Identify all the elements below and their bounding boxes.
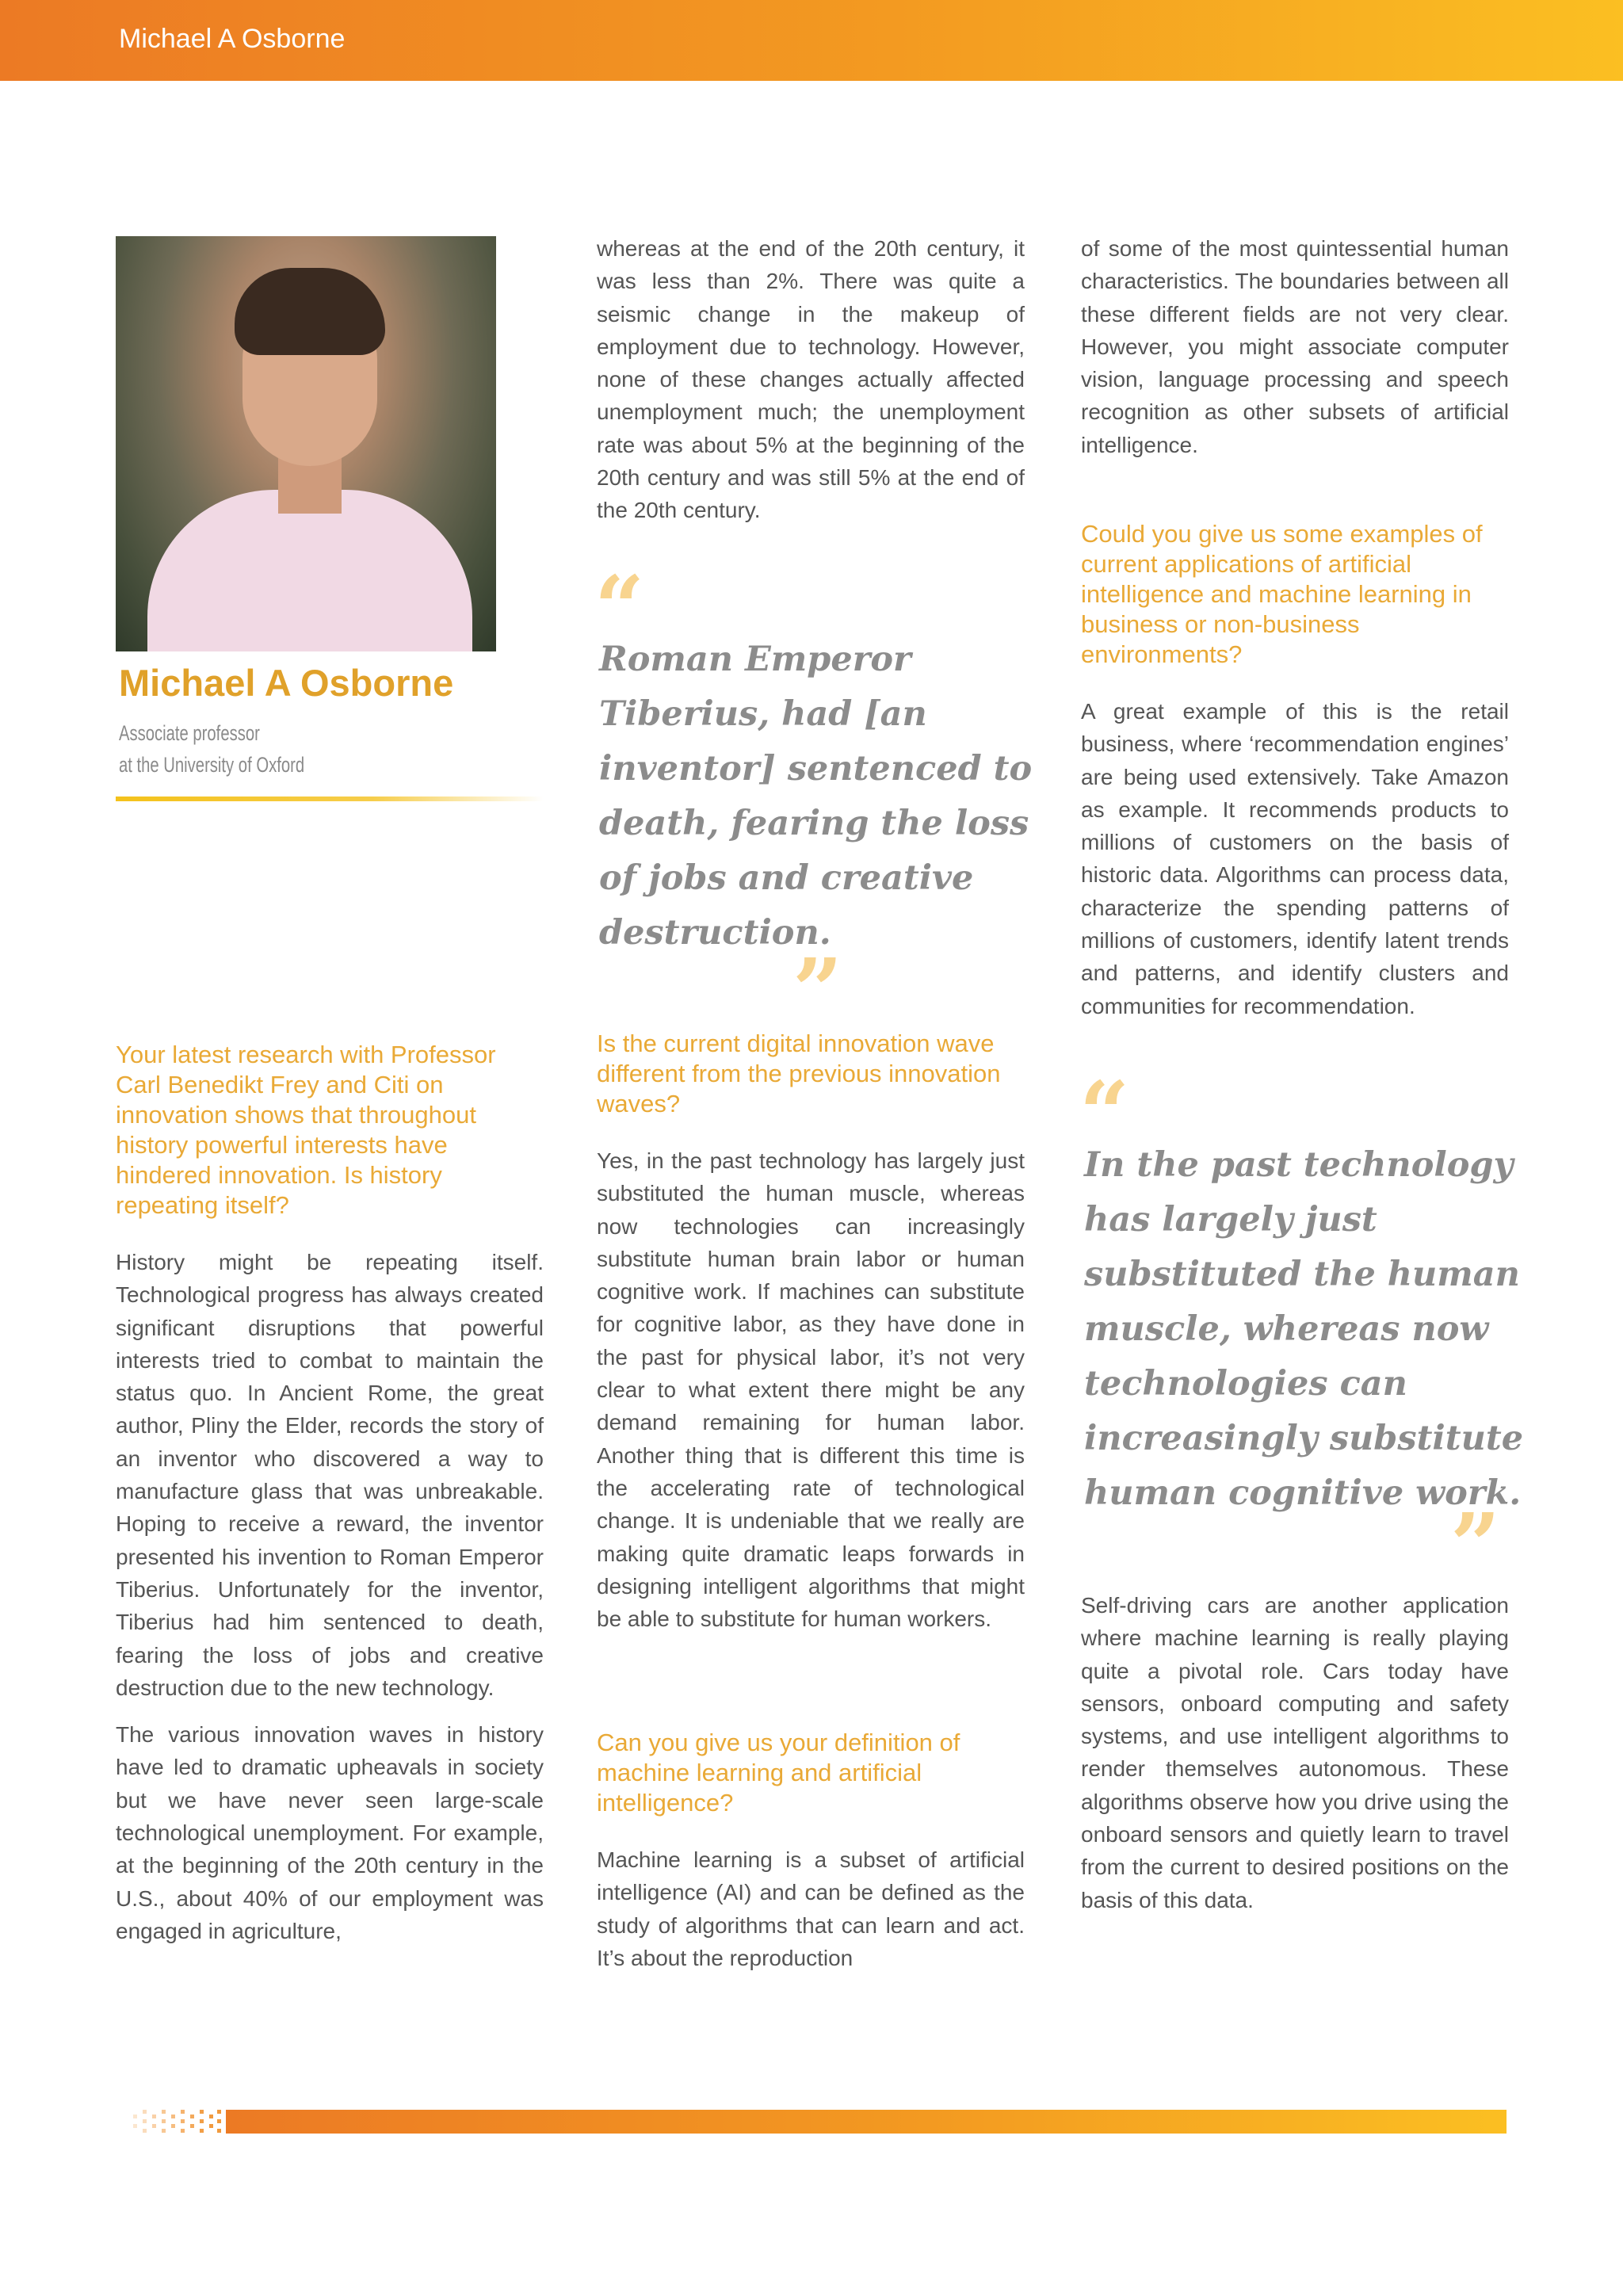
question-4: Could you give us some examples of current applications of artificial intelligence and machine learning in business or non-business environments? bbox=[1081, 520, 1483, 668]
profile-name: Michael A Osborne bbox=[119, 662, 454, 704]
question-2: Is the current digital innovation wave different from the previous innovation waves? bbox=[597, 1030, 1001, 1117]
column-2-bottom bbox=[597, 1029, 1025, 1649]
header-title: Michael A Osborne bbox=[119, 24, 346, 54]
column-3-bottom bbox=[1081, 1589, 1509, 1931]
open-quote-icon: “ bbox=[594, 556, 645, 659]
close-quote-icon-2: ” bbox=[1450, 1494, 1501, 1596]
column-3-top bbox=[1081, 232, 1509, 476]
role-line-1: Associate professor bbox=[119, 721, 260, 745]
column-2-end bbox=[597, 1728, 1025, 1988]
paragraph-1-1: History might be repeating itself. Technological progress has always created significant disruptions that powerful interests tried to combat to maintain the status quo. In Ancient Rome, the great author, Pliny the Elder, records the story of an inventor who discovered a way to manufacture glass that was unbreakable. Hoping to receive a reward, the inventor presented his invention to Roman Emperor Tiberius. Unfortunately for the inventor, Tiberius had him sentenced to death, fearing the loss of jobs and creative destruction due to the new technology. bbox=[116, 1250, 544, 1700]
paragraph-1-2: The various innovation waves in history have led to dramatic upheavals in society but we have never seen large-scale technological unemployment. For example, at the beginning of the 20th century in the U.S., about 40% of our employment was engaged in agriculture, bbox=[116, 1722, 544, 1943]
column-1 bbox=[116, 1040, 544, 1962]
paragraph-3-3: Self-driving cars are another application where machine learning is really playing quite a pivotal role. Cars today have sensors, onboard computing and safety systems, and use intelligent algorithms to render themselves autonomous. These algorithms observe how you drive using the onboard sensors and quietly learn to travel from the current to desired positions on the basis of this data. bbox=[1081, 1593, 1509, 1912]
name-divider bbox=[116, 797, 544, 801]
open-quote-icon-2: “ bbox=[1079, 1062, 1130, 1164]
paragraph-3-1: of some of the most quintessential human characteristics. The boundaries between all these different fields are not very clear. However, you might associate computer vision, language processing and speech recognition as other subsets of artificial intelligence. bbox=[1081, 236, 1509, 457]
footer-bar bbox=[226, 2110, 1507, 2134]
paragraph-2-2: Yes, in the past technology has largely just substituted the human muscle, whereas now technologies can increasingly substitute human brain labor or human cognitive work. If machines can substitute for cognitive labor, as they have done in the past for physical labor, it’s not very clear to what extent there might be any demand remaining for human labor. Another thing that is different this time is the accelerating rate of technological change. It is undeniable that we really are making quite dramatic leaps forwards in designing intelligent algorithms that might be able to substitute for human workers. bbox=[597, 1148, 1025, 1632]
paragraph-2-3: Machine learning is a subset of artificial intelligence (AI) and can be defined as the study of algorithms that can learn and act. It’s about the reproduction bbox=[597, 1847, 1025, 1970]
role-line-2: at the University of Oxford bbox=[119, 753, 305, 777]
close-quote-icon: ” bbox=[792, 939, 843, 1041]
question-3: Can you give us your definition of machine learning and artificial intelligence? bbox=[597, 1729, 960, 1817]
page-header-bar bbox=[0, 0, 1623, 81]
column-2-top bbox=[597, 232, 1025, 541]
question-1: Your latest research with Professor Carl Benedikt Frey and Citi on innovation shows that throughout history powerful interests have hindered innovation. Is history repeating itself? bbox=[116, 1041, 496, 1219]
pull-quote-2: In the past technology has largely just substituted the human muscle, whereas now technologies can increasingly substitute human cognitive work. bbox=[1084, 1145, 1524, 1513]
column-3-mid bbox=[1081, 519, 1509, 1037]
pull-quote-1: Roman Emperor Tiberius, had [an inventor] sentenced to death, fearing the loss of jobs and creative destruction. bbox=[599, 640, 1033, 953]
paragraph-2-1: whereas at the end of the 20th century, it was less than 2%. There was quite a seismic change in the makeup of employment due to technology. However, none of these changes actually affected unemployment much; the unemployment rate was about 5% at the beginning of the 20th century and was still 5% at the end of the 20th century. bbox=[597, 236, 1025, 523]
portrait-photo bbox=[116, 236, 496, 651]
footer-pixel-pattern bbox=[132, 2110, 227, 2134]
profile-role bbox=[119, 717, 304, 781]
paragraph-3-2: A great example of this is the retail business, where ‘recommendation engines’ are being used extensively. Take Amazon as example. It recommends products to millions of customers on the basis of historic data. Algorithms can process data, characterize the spending patterns of millions of customers, identify latent trends and patterns, and identify clusters and communities for recommendation. bbox=[1081, 699, 1509, 1018]
